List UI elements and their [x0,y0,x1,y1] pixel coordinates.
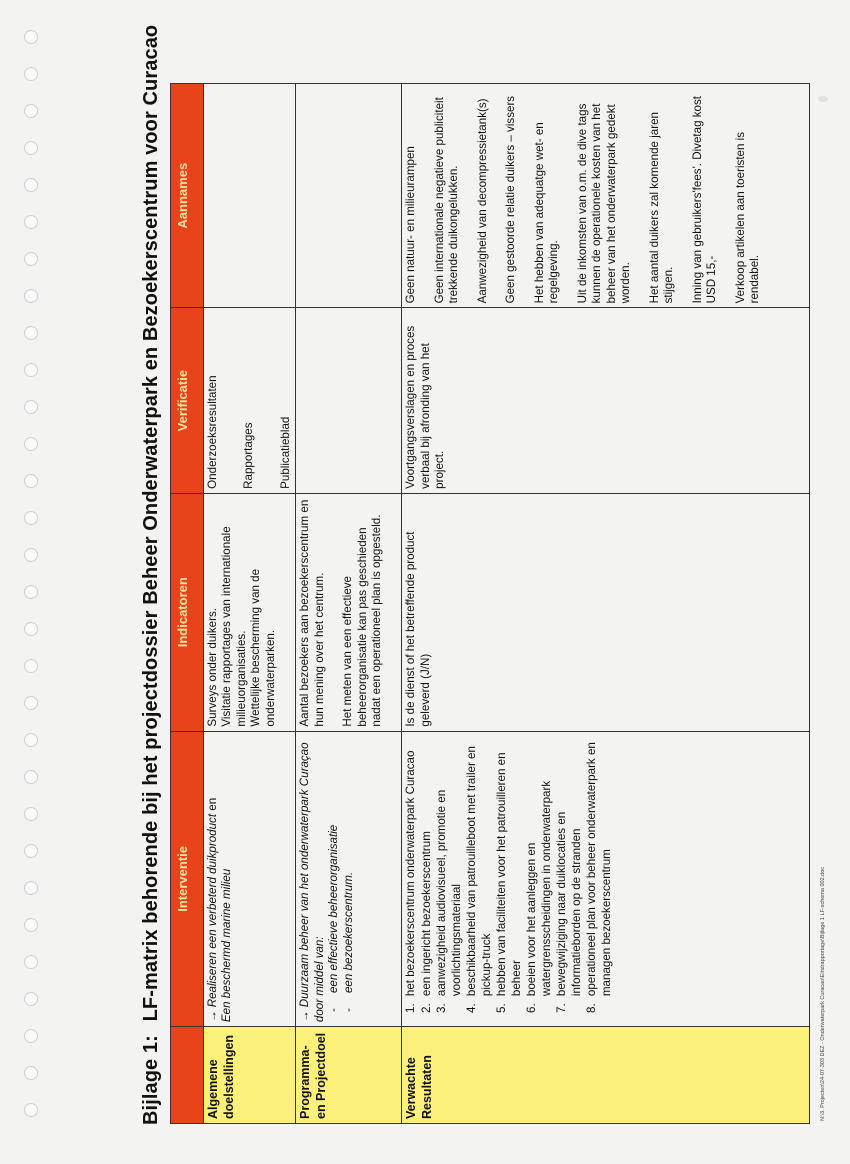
results-intervention-item: 7. bewegwijziging naar duiklocaties en informatieborden op de stranden [555,736,584,1001]
header-verification: Verificatie [171,308,204,493]
results-assumption: Aanwezigheid van decompressietank(s) [475,98,489,304]
results-assumption: Uit de inkomsten van o.m. de dive tags kunnen de operationele kosten van het beheer van het onderwaterpark gedekt worden. [575,103,633,304]
header-assumptions: Aannames [171,84,204,308]
lf-matrix-table [170,83,810,1124]
results-indicator: Is de dienst of het betreffende product geleverd (J/N) [404,531,432,727]
general-verification: Publicatieblad [278,416,292,489]
general-intervention-italic: → Realiseren een verbeterd duikproduct [206,813,219,1023]
program-intervention-intro: → Duurzaam beheer van het onderwaterpark Curaçao door middel van: [298,742,326,1023]
cell-program-verification [296,308,402,493]
row-program [296,84,402,1124]
cell-program-assumptions [296,84,402,308]
cell-general-indicators [204,493,296,731]
results-assumption: Verkoop artikelen aan toeristen is rendabel. [733,131,762,304]
results-intervention-item: 1. het bezoekerscentrum onderwaterpark Curacao [404,736,418,1001]
general-intervention-line2: Een beschermd marine milieu [220,868,234,1023]
results-assumption: Het hebben van adequatge wet- en regelgeving. [532,122,561,304]
program-indicator: Aantal bezoekers aan bezoekerscentrum en hun mening over het centrum. [298,499,326,727]
cell-general-verification [204,308,296,493]
results-intervention-item: 8. operationeel plan voor beheer onderwaterpark en managen bezoekerscentrum [585,736,614,1001]
row-general [204,84,296,1124]
rowhead-program: Programma- en Projectdoel [296,1027,402,1124]
title-text: LF-matrix behorende bij het projectdossier Beheer Onderwaterpark en Bezoekerscentrum voor Curacao [140,24,162,1022]
results-intervention-item: 6. boeien voor het aanleggen en watergrensscheidingen in onderwaterpark [525,736,554,1001]
title-label: Bijlage 1: [140,1035,162,1125]
results-verification: Voortgangsverslagen en proces verbaal bij afronding van het project. [404,325,447,489]
results-assumption: Geen internationale negatieve publiciteit trekkende duikongelukken. [432,97,461,304]
results-intervention-item: 3. aanwezigheid audiovisueel, promotie en voorlichtingsmateriaal [435,736,464,1001]
program-intervention-item: - een effectieve beheerorganisatie [327,736,341,1013]
rotated-page [0,24,850,1145]
program-intervention-item: - een bezoekerscentrum. [342,736,356,1013]
results-intervention-item: 5. hebben van faciliteiten voor het patrouilleren en beheer [495,736,524,1001]
general-intervention-plain: en [206,797,219,814]
header-corner [171,1027,204,1124]
header-indicators: Indicatoren [171,493,204,731]
cell-results-indicators [402,493,810,731]
general-verification: Onderzoeksresultaten [206,375,219,489]
cell-results-intervention [402,731,810,1027]
cell-program-indicators [296,493,402,731]
header-row [171,84,204,1124]
cell-results-verification [402,308,810,493]
general-indicator: Wettelijke bescherming van de onderwaterparken. [249,568,277,727]
results-intervention-list [404,736,614,1023]
program-indicator: Het meten van een effectieve beheerorganisatie kan pas geschieden nadat een operationeel plan is opgesteld. [341,514,384,727]
cell-general-assumptions [204,84,296,308]
rowhead-general: Algemene doelstellingen [204,1027,296,1124]
results-intervention-item: 4. beschikbaarheid van patrouilleboot met trailer en pickup-truck [465,736,494,1001]
footer-path: N:\3. Projecten\24-07-303 DEZ - Onderwaterpark Curacao\Eindrapportage\Bijlage 1 LF-schema 002.doc [820,866,826,1121]
cell-general-intervention [204,731,296,1027]
general-indicator: Visitatie rapportages van internationale milieuorganisaties. [220,526,248,727]
results-assumption: Geen natuur- en milieurampen [404,146,418,304]
results-assumption: Het aantal duikers zal komende jaren stijgen. [647,112,676,304]
general-verification: Rapportages [242,422,256,489]
page-title [140,24,163,1125]
results-assumption: Geen gestoorde relatie duikers – vissers [504,95,518,304]
cell-program-intervention [296,731,402,1027]
program-intervention-list [327,736,356,1023]
row-results [402,84,810,1124]
rowhead-results: Verwachte Resultaten [402,1027,810,1124]
header-intervention: Interventie [171,731,204,1027]
cell-results-assumptions [402,84,810,308]
general-indicator: Surveys onder duikers. [206,608,219,727]
results-intervention-item: 2. een ingericht bezoekerscentrum [420,736,434,1001]
results-assumption: Inning van gebruikers'fees'. Divetag kost USD 15,- [690,95,719,304]
